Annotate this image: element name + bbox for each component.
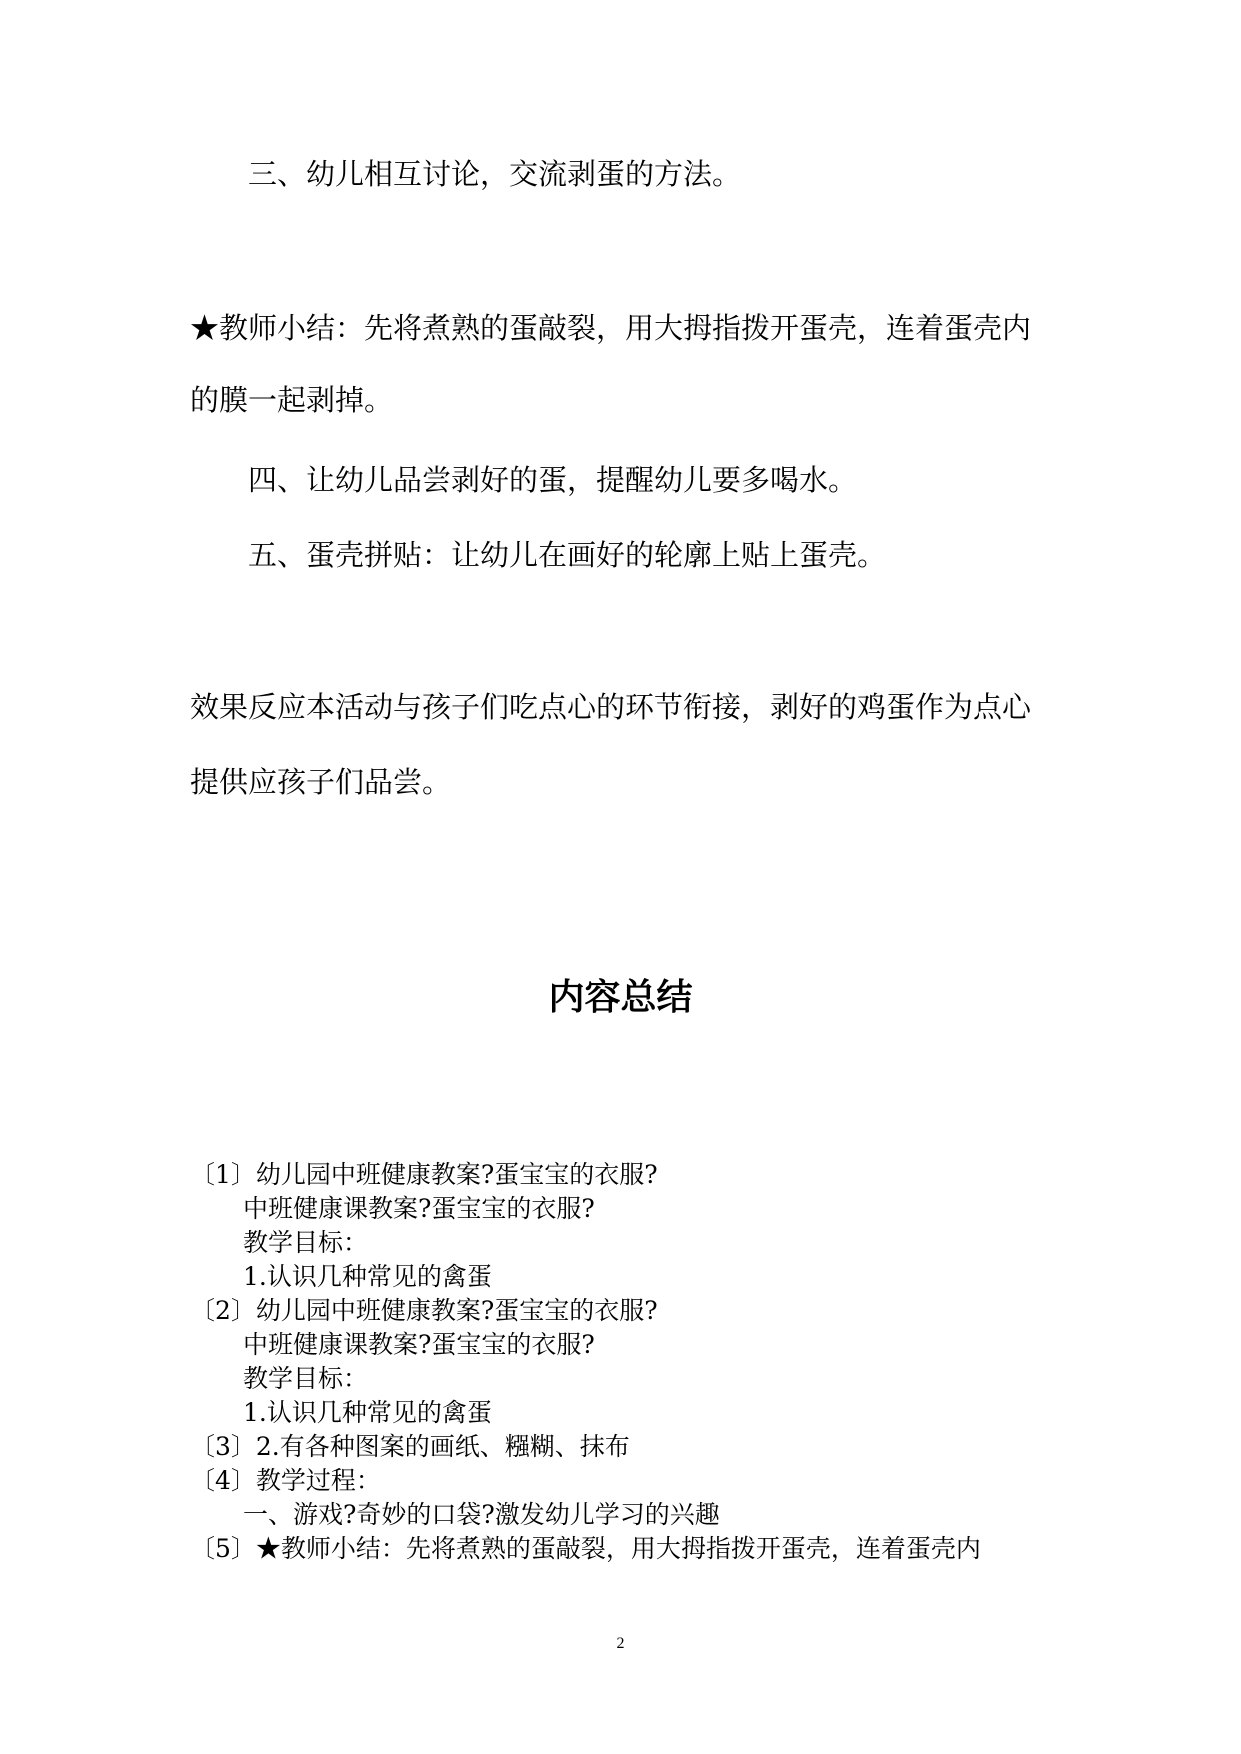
summary-line: 〔4〕教学过程：: [190, 1466, 381, 1495]
paragraph-effect-line1: 效果反应本活动与孩子们吃点心的环节衔接，剥好的鸡蛋作为点心: [190, 690, 1032, 724]
paragraph-effect-line2: 提供应孩子们品尝。: [190, 765, 452, 799]
summary-line: 〔2〕幼儿园中班健康教案?蛋宝宝的衣服?: [190, 1296, 658, 1325]
summary-line: 〔5〕★教师小结：先将煮熟的蛋敲裂，用大拇指拨开蛋壳，连着蛋壳内: [190, 1534, 981, 1563]
summary-line: 一、游戏?奇妙的口袋?激发幼儿学习的兴趣: [243, 1500, 720, 1529]
summary-line: 〔3〕2.有各种图案的画纸、糨糊、抹布: [190, 1432, 630, 1461]
summary-line: 〔1〕幼儿园中班健康教案?蛋宝宝的衣服?: [190, 1160, 658, 1189]
paragraph-step-3: 三、幼儿相互讨论，交流剥蛋的方法。: [248, 157, 742, 191]
summary-line: 1.认识几种常见的禽蛋: [243, 1398, 492, 1427]
summary-line: 1.认识几种常见的禽蛋: [243, 1262, 492, 1291]
summary-title: 内容总结: [548, 977, 693, 1018]
paragraph-teacher-summary-line2: 的膜一起剥掉。: [190, 383, 394, 417]
summary-line: 教学目标：: [243, 1228, 369, 1257]
page-number: 2: [616, 1635, 625, 1652]
paragraph-step-5: 五、蛋壳拼贴：让幼儿在画好的轮廓上贴上蛋壳。: [248, 538, 887, 572]
summary-line: 中班健康课教案?蛋宝宝的衣服?: [243, 1194, 595, 1223]
paragraph-teacher-summary-line1: ★教师小结：先将煮熟的蛋敲裂，用大拇指拨开蛋壳，连着蛋壳内: [190, 311, 1032, 345]
summary-line: 教学目标：: [243, 1364, 369, 1393]
paragraph-step-4: 四、让幼儿品尝剥好的蛋，提醒幼儿要多喝水。: [248, 463, 858, 497]
summary-line: 中班健康课教案?蛋宝宝的衣服?: [243, 1330, 595, 1359]
